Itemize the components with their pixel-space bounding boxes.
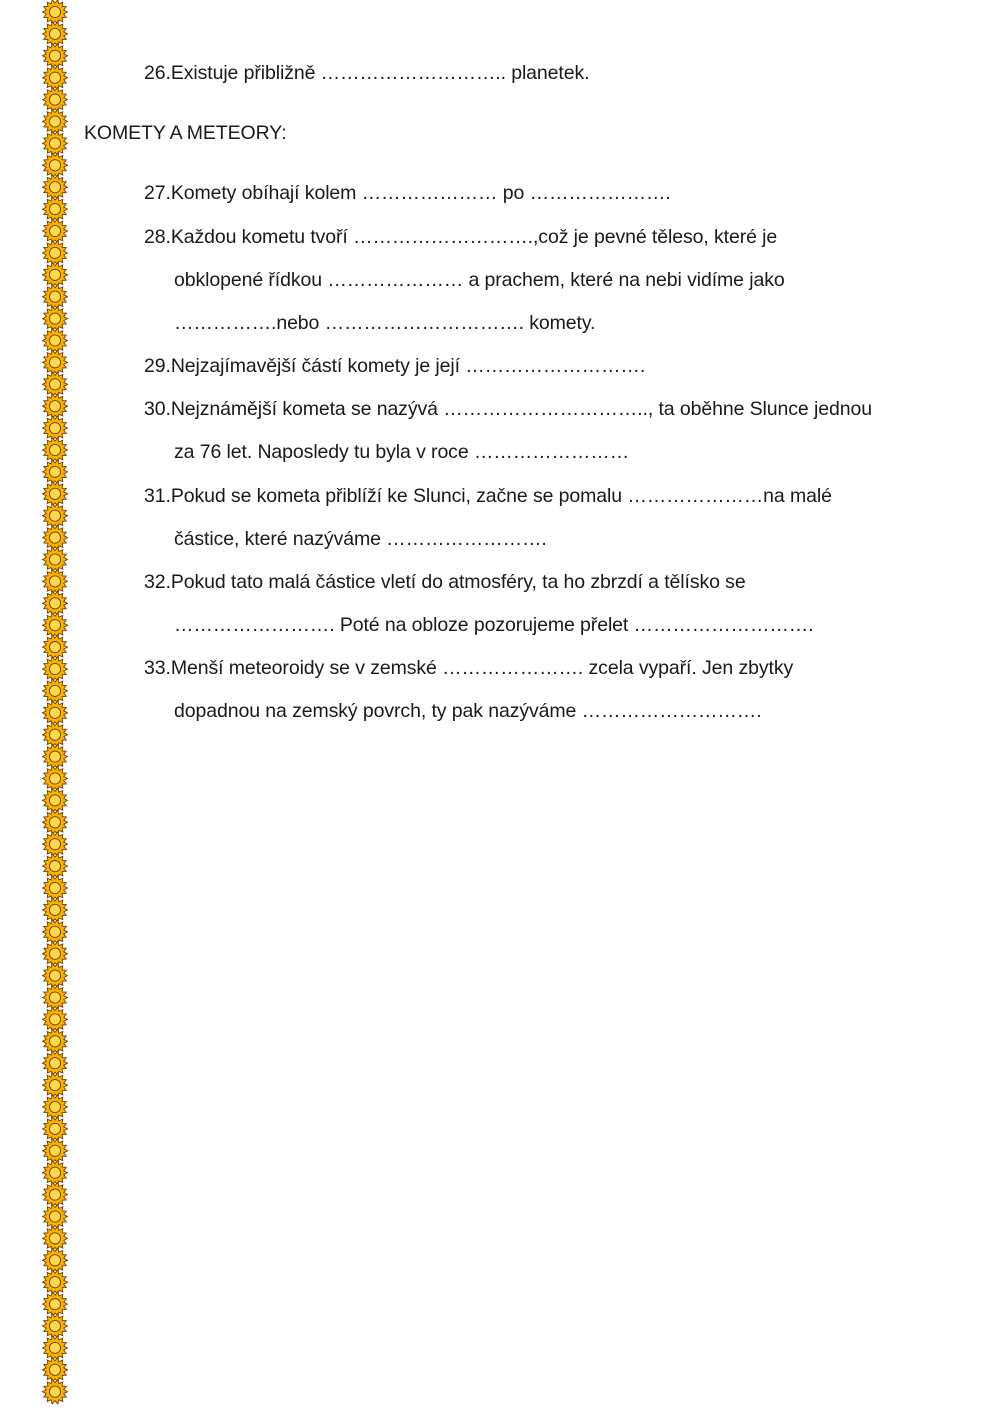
question-text: Komety obíhají kolem ………………… po …………………. — [170, 182, 671, 204]
question-number: 30. — [144, 398, 171, 420]
question-27 — [144, 181, 671, 205]
question-number: 31. — [144, 485, 171, 507]
question-number: 27. — [144, 182, 171, 204]
question-text: Nejznámější kometa se nazývá ………………………….., ta oběhne Slunce jednou — [170, 398, 872, 420]
question-31 — [144, 484, 832, 508]
question-31-line-2: částice, které nazýváme ……………………. — [174, 528, 547, 550]
question-text: Pokud tato malá částice vletí do atmosféry, ta ho zbrzdí a tělísko se — [170, 571, 746, 593]
question-text: Existuje přibližně ……………………….. planetek. — [170, 62, 590, 84]
question-number: 29. — [144, 355, 171, 377]
question-29 — [144, 354, 645, 378]
question-33 — [144, 656, 793, 680]
question-26 — [144, 61, 589, 85]
question-number: 28. — [144, 226, 171, 248]
question-32 — [144, 570, 746, 594]
question-30 — [144, 397, 872, 421]
question-32-line-2: ……………………. Poté na obloze pozorujeme přelet ………………………. — [174, 614, 814, 636]
question-28-line-3: …………….nebo …………………………. komety. — [174, 312, 596, 334]
question-number: 32. — [144, 571, 171, 593]
question-number: 33. — [144, 657, 171, 679]
question-text: Každou kometu tvoří ……………………….,což je pevné těleso, které je — [170, 226, 778, 248]
question-28 — [144, 225, 777, 249]
question-number: 26. — [144, 62, 171, 84]
question-text: Pokud se kometa přiblíží ke Slunci, začne se pomalu …………………na malé — [170, 485, 832, 507]
question-30-line-2: za 76 let. Naposledy tu byla v roce …………………… — [174, 441, 630, 463]
section-heading: KOMETY A METEORY: — [84, 122, 287, 144]
question-28-line-2: obklopené řídkou ………………… a prachem, které na nebi vidíme jako — [174, 269, 785, 291]
question-text: Menší meteoroidy se v zemské …………………. zcela vypaří. Jen zbytky — [170, 657, 794, 679]
question-text: Nejzajímavější částí komety je její ………………………. — [170, 355, 646, 377]
question-33-line-2: dopadnou na zemský povrch, ty pak nazýváme ………………………. — [174, 700, 762, 722]
